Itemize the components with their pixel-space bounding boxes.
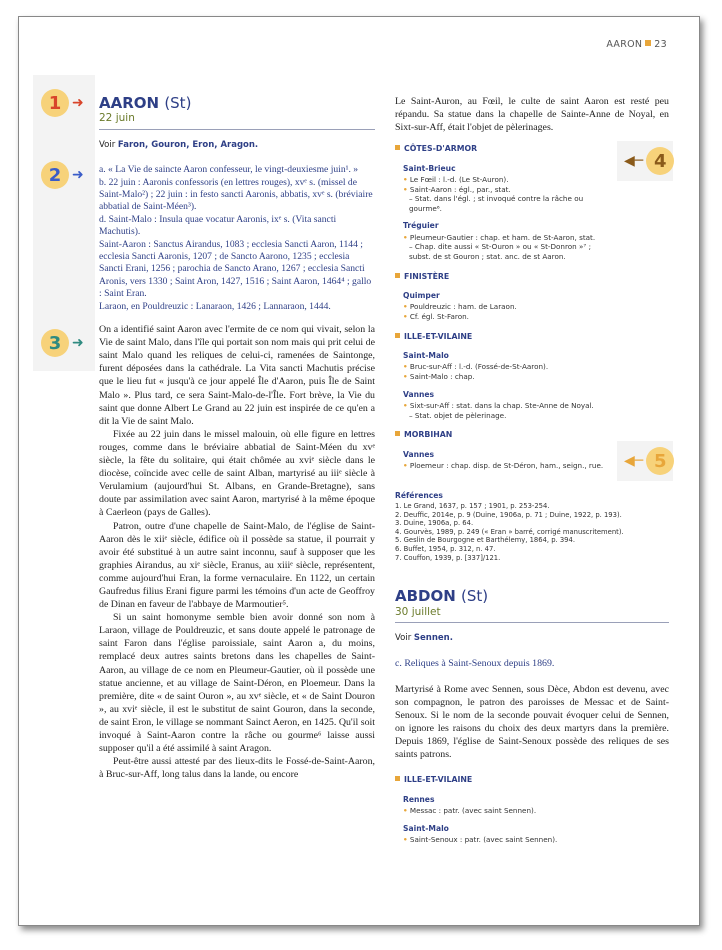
page-number: 23 xyxy=(654,39,667,50)
diocese-heading: Quimper xyxy=(403,291,440,301)
relics-note: c. Reliques à Saint-Senoux depuis 1869. xyxy=(395,658,555,670)
references-heading: Références xyxy=(395,490,443,500)
body-paragraph: Fixée au 22 juin dans le missel malouin, où elle figure en lettres rouges, comme dans le bréviaire abbatial de Saint-Méen du xvᵉ siècle, la fête du solitaire, qui était chômée au xviᵉ siècle dans le diocèse, coïncide avec celle de saint Alban, martyrisé au iiiᵉ siècle à Verulamium (aujourd'hui St. Albans, en Grande-Bretagne), sans doute par assimilation avec saint Aaron, martyrisé à la même époque à Caerleon (pays de Galles). xyxy=(99,428,375,519)
marker-1 xyxy=(41,89,87,117)
see-also: Voir Faron, Gouron, Eron, Aragon. xyxy=(99,139,259,150)
reference-item: 5. Geslin de Bourgogne et Barthélemy, 1864, p. 394. xyxy=(395,536,575,545)
form-line: Saint-Aaron : Sanctus Airandus, 1083 ; ecclesia Sancti Aaron, 1144 ; ecclesia Sancti Aaronis, 1207 ; de Sancto Aarono, 1235 ; ecclesia Sancti Erani, 1256 ; parochia de Sancto Arano, 1267 ; ecclesia Sancti Aronis, vers 1330 ; Saint Aron, 1427, 1516 ; Saint Aaron, 1464⁴ ; gallo : Saint Eran. xyxy=(99,238,372,300)
diocese-heading: Rennes xyxy=(403,794,435,804)
body-paragraph: On a identifié saint Aaron avec l'ermite de ce nom qui vivait, selon la Vie de saint Malo, dans l'île qui portait son nom mais qui prit celui de saint Malo quand les reliques de celui-ci, ramenées de Saintonge, furent déposées dans la cathédrale. La Vita sancti Machutis précise que le lieu fut « jusqu'à ce jour appelé Île d'Aaron, puis Île de Saint Malo ». Plus tard, ce sera Saint-Malo-de-l'Île. Fort brève, la Vie du saint que donne Albert Le Grand au 22 juin est inspirée de ce qu'en a dit la Vie de saint Malo. xyxy=(99,324,375,427)
place-item-note: – Stat. objet de pèlerinage. xyxy=(409,410,507,420)
marker-5-badge: 5 xyxy=(646,447,674,475)
see-also-names: Sennen. xyxy=(413,633,453,644)
see-also-names: Faron, Gouron, Eron, Aragon. xyxy=(117,139,259,150)
left-column xyxy=(99,94,375,781)
reference-item: 1. Le Grand, 1637, p. 157 ; 1901, p. 253-254. xyxy=(395,502,550,511)
continuation-paragraph: Le Saint-Auron, au Fœil, le culte de saint Aaron est resté peu répandu. Sa statue dans la chapelle de Sainte-Anne de Noyal, en Sixt-sur-Aff, était l'objet de pèlerinages. xyxy=(395,96,669,134)
place-item: • Ploemeur : chap. disp. de St-Déron, ham., seign., rue. xyxy=(403,461,604,471)
diocese-heading: Saint-Malo xyxy=(403,351,449,361)
feast-date: 22 juin xyxy=(99,112,375,129)
place-item-note: – Stat. dans l'égl. ; st invoqué contre la râche ou gourme⁶. xyxy=(409,194,584,213)
arrow-right-icon: ➜ xyxy=(72,167,84,183)
marker-2-badge: 2 xyxy=(41,161,69,189)
place-item: • Sixt-sur-Aff : stat. dans la chap. Ste-Anne de Noyal. xyxy=(403,401,594,411)
running-header xyxy=(606,39,667,50)
reference-item: 3. Duine, 1906a, p. 64. xyxy=(395,519,474,528)
place-item: • Messac : patr. (avec saint Sennen). xyxy=(403,806,537,816)
reference-item: 2. Deuffic, 2014e, p. 9 (Duine, 1906a, p. 71 ; Duine, 1922, p. 193). xyxy=(395,510,622,519)
right-column xyxy=(395,95,669,845)
see-also: Voir Sennen. xyxy=(395,633,453,644)
running-title: AARON xyxy=(606,39,643,50)
page xyxy=(18,16,700,926)
place-item: • Bruc-sur-Aff : l.-d. (Fossé-de-St-Aaron). xyxy=(403,362,549,372)
place-item: • Pouldreuzic : ham. de Laraon. xyxy=(403,302,517,312)
diocese-heading: Tréguier xyxy=(403,221,439,231)
historical-forms xyxy=(99,164,375,313)
entry-title-abdon: ABDON (St) xyxy=(395,587,489,606)
diocese-heading: Saint-Malo xyxy=(403,823,449,833)
marker-4-badge: 4 xyxy=(646,147,674,175)
department-heading: MORBIHAN xyxy=(395,428,613,441)
marker-3-badge: 3 xyxy=(41,329,69,357)
place-item: • Saint-Aaron : égl., par., stat. xyxy=(403,184,511,194)
entry-body xyxy=(99,323,375,781)
body-paragraph: Peut-être aussi attesté par des lieux-dits le Fossé-de-Saint-Aaron, à Bruc-sur-Aff, long talus dans la lande, ou encore xyxy=(99,756,375,781)
marker-1-badge: 1 xyxy=(41,89,69,117)
header-square-icon xyxy=(645,40,651,46)
bullet-square-icon xyxy=(395,273,400,278)
place-item: • Saint-Malo : chap. xyxy=(403,372,475,382)
bullet-square-icon xyxy=(395,431,400,436)
form-line: a. « La Vie de saincte Aaron confesseur, le vingt-deuxiesme juin¹. » xyxy=(99,164,359,176)
diocese-heading: Saint-Brieuc xyxy=(403,163,456,173)
place-item-note: – Chap. dite aussi « St-Ouron » ou « St-Donron »⁷ ; subst. de st Gouron ; stat. anc. de st Aaron. xyxy=(409,242,591,262)
form-line: Laraon, en Pouldreuzic : Lanaraon, 1426 ; Lannaraon, 1444. xyxy=(99,300,331,312)
diocese-heading: Vannes xyxy=(403,389,435,399)
department-heading: ILLE-ET-VILAINE xyxy=(395,773,669,786)
reference-item: 6. Buffet, 1954, p. 312, n. 47. xyxy=(395,545,496,554)
form-line: b. 22 juin : Aaronis confessoris (en lettres rouges), xvᵉ s. (missel de Saint-Malo²) ; 22 juin : in festo sancti Aaronis, abbatis, xvᵉ s. (bréviaire abbatial de Saint-Méen³). xyxy=(99,176,373,213)
arrow-left-icon: ◀─ xyxy=(624,153,644,169)
entry-title-aaron: AARON (St) xyxy=(99,94,192,112)
marker-3 xyxy=(41,329,87,357)
bullet-square-icon xyxy=(395,145,400,150)
places-list xyxy=(395,142,613,470)
entry-body: Martyrisé à Rome avec Sennen, sous Dèce, Abdon est devenu, avec son compagnon, le patron des paroisses de Messac et de Saint-Senoux. Si le nom de la seconde pouvait évoquer celui de Sennen, on ignore les raisons du choix des deux martyrs dans la première. Depuis 1869, l'église de Saint-Senoux possède des reliques de ses saints patrons. xyxy=(395,683,669,761)
place-item: • Cf. égl. St-Faron. xyxy=(403,312,469,322)
bullet-square-icon xyxy=(395,333,400,338)
place-item: • Le Fœil : l.-d. (Le St-Auron). xyxy=(403,175,509,185)
body-paragraph: Patron, outre d'une chapelle de Saint-Malo, de l'église de Saint-Aaron dès le xiiᵉ siècle, édifice où il possède sa statue, il pourrait y avoir été substitué à un autre saint inconnu, sauf à supposer que les graphies Airandus, au xiᵉ siècle, Eranus, au xiiiᵉ siècle, représentent, comme aujourd'hui Eran, la forme vernaculaire. En 1122, un certain Gaufredus filius Erani figure parmi les témoins d'un acte de Geoffroy de Dinan en faveur de l'abbaye de Marmoutier⁵. xyxy=(99,520,375,611)
body-paragraph: Si un saint homonyme semble bien avoir donné son nom à Laraon, village de Pouldreuzic, et sans doute appelé le patronage de saint Faron dans l'église paroissiale, saint Aaron a, du moins, remplacé deux autres saints bretons dans les chapelles de Saint-Aaron, au village de ce nom en Pleumeur-Gautier, où il possède une statue ancienne, et au village de Saint-Déron, en Ploemeur. Dans la première, dite « de saint Ouron », au xvᵉ siècle, et « de Saint Douron », au xviᵉ siècle, il est le substitut de saint Gouron, dans la seconde, de saint Eron, le village se nommant Sainct Aeron, en 1425. Qu'il soit invoqué à Saint-Aaron contre la râche ou gourme⁶ laisse aussi supposer qu'il a été assimilé à saint Aragon. xyxy=(99,612,375,755)
references-list xyxy=(395,502,669,562)
department-heading: ILLE-ET-VILAINE xyxy=(395,330,613,343)
feast-date: 30 juillet xyxy=(395,606,669,623)
reference-item: 7. Couffon, 1939, p. [337]/121. xyxy=(395,553,501,562)
diocese-heading: Vannes xyxy=(403,449,435,459)
arrow-right-icon: ➜ xyxy=(72,335,84,351)
arrow-left-icon: ◀─ xyxy=(624,453,644,469)
form-line: d. Saint-Malo : Insula quae vocatur Aaronis, ixᵉ s. (Vita sancti Machutis). xyxy=(99,213,337,238)
department-heading: CÔTES-D'ARMOR xyxy=(395,142,613,155)
reference-item: 4. Gourvès, 1989, p. 249 (« Eran » barré, corrigé manuscritement). xyxy=(395,527,624,536)
place-item: • Saint-Senoux : patr. (avec saint Sennen). xyxy=(403,835,558,845)
department-heading: FINISTÈRE xyxy=(395,270,613,283)
bullet-square-icon xyxy=(395,776,400,781)
place-item: • Pleumeur-Gautier : chap. et ham. de St-Aaron, stat. xyxy=(403,232,596,242)
marker-2 xyxy=(41,161,87,189)
callout-box-left xyxy=(33,75,95,371)
arrow-right-icon: ➜ xyxy=(72,95,84,111)
